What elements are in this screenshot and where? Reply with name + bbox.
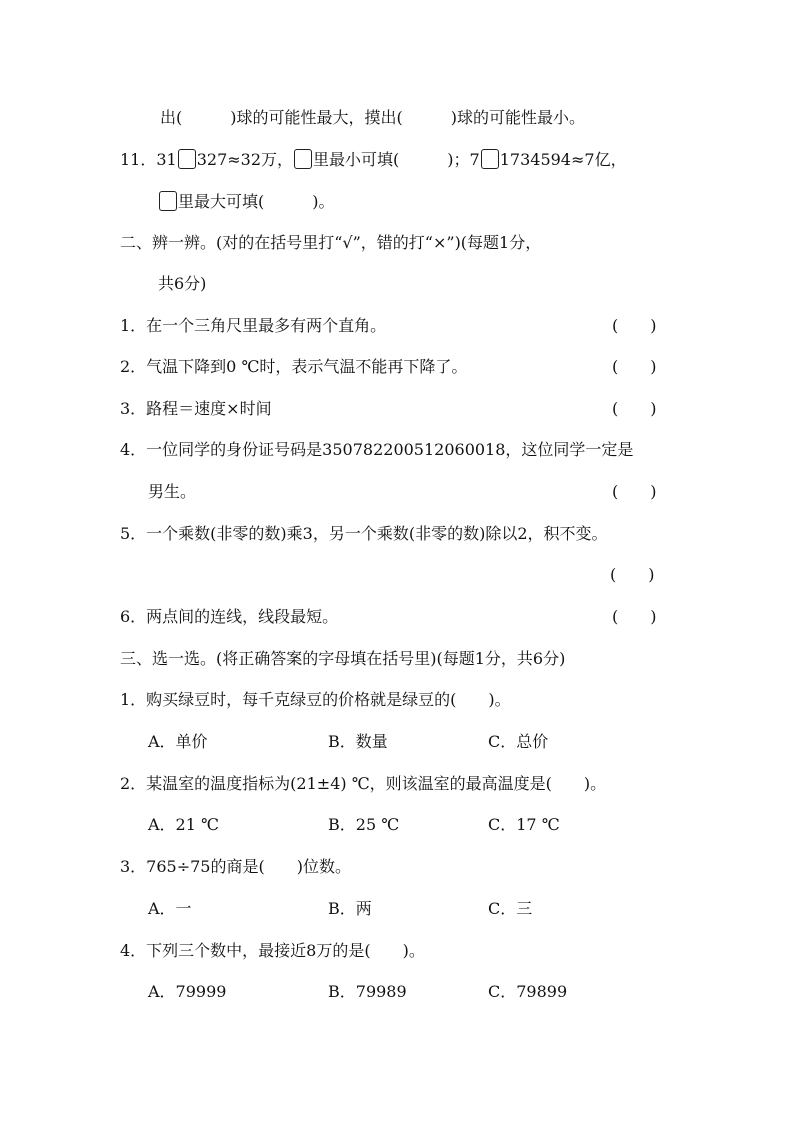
section3-heading: 三、选一选。(将正确答案的字母填在括号里)(每题1分，共6分): [120, 649, 566, 668]
s3-question-3: 3．765÷75的商是( )位数。: [120, 857, 351, 876]
s3-q2-option-c: C．17 ℃: [488, 815, 560, 834]
q11-text-d: 1734594≈7亿，: [499, 150, 627, 169]
q11-line2: [158, 191, 335, 213]
blank-box-icon: [481, 149, 499, 169]
s3-q2-option-a: A．21 ℃: [148, 815, 219, 834]
s3-q2-option-b: B．25 ℃: [328, 815, 400, 834]
s3-q3-option-a: A．一: [148, 899, 192, 918]
s3-question-1: 1．购买绿豆时，每千克绿豆的价格就是绿豆的( )。: [120, 690, 511, 709]
blank-box-icon: [178, 149, 196, 169]
q10-continuation: 出( )球的可能性最大，摸出( )球的可能性最小。: [160, 108, 585, 127]
q11-text-b: 327≈32万，: [196, 150, 294, 169]
s2-answer-paren-1: ( ): [612, 316, 657, 335]
blank-box-icon: [159, 191, 177, 211]
q11-text-a: 11．31: [120, 150, 177, 169]
s3-q3-option-c: C．三: [488, 899, 533, 918]
s2-item-1: 1．在一个三角尺里最多有两个直角。: [120, 316, 387, 335]
s2-answer-paren-4: ( ): [612, 482, 657, 501]
s3-q1-option-b: B．数量: [328, 732, 388, 751]
s2-answer-paren-3: ( ): [612, 399, 657, 418]
s3-q4-option-c: C．79899: [488, 982, 568, 1001]
s2-answer-paren-6: ( ): [612, 607, 657, 626]
section2-heading: 二、辨一辨。(对的在括号里打“√”，错的打“×”)(每题1分，: [120, 233, 542, 252]
s3-question-2: 2．某温室的温度指标为(21±4) ℃，则该温室的最高温度是( )。: [120, 774, 607, 793]
s2-item-2: 2．气温下降到0 ℃时，表示气温不能再下降了。: [120, 357, 468, 376]
s3-q1-option-c: C．总价: [488, 732, 549, 751]
s3-q4-option-a: A．79999: [148, 982, 227, 1001]
s3-q1-option-a: A．单价: [148, 732, 208, 751]
s2-answer-paren-2: ( ): [612, 357, 657, 376]
s2-answer-paren-5: ( ): [610, 565, 655, 584]
q11-line1: [120, 149, 627, 171]
s2-item-4: 4．一位同学的身份证号码是350782200512060018，这位同学一定是: [120, 440, 634, 459]
blank-box-icon: [294, 149, 312, 169]
s2-item-5: 5．一个乘数(非零的数)乘3，另一个乘数(非零的数)除以2，积不变。: [120, 524, 608, 543]
q11-text-e: 里最大可填( )。: [178, 192, 335, 211]
s2-item-6: 6．两点间的连线，线段最短。: [120, 607, 339, 626]
section2-heading-cont: 共6分): [158, 274, 207, 293]
s3-q4-option-b: B．79989: [328, 982, 407, 1001]
s3-q3-option-b: B．两: [328, 899, 372, 918]
s3-question-4: 4．下列三个数中，最接近8万的是( )。: [120, 941, 425, 960]
s2-item-3: 3．路程＝速度×时间: [120, 399, 272, 418]
q11-text-c: 里最小可填( )；7: [313, 150, 480, 169]
s2-item-4-cont: 男生。: [148, 482, 197, 501]
